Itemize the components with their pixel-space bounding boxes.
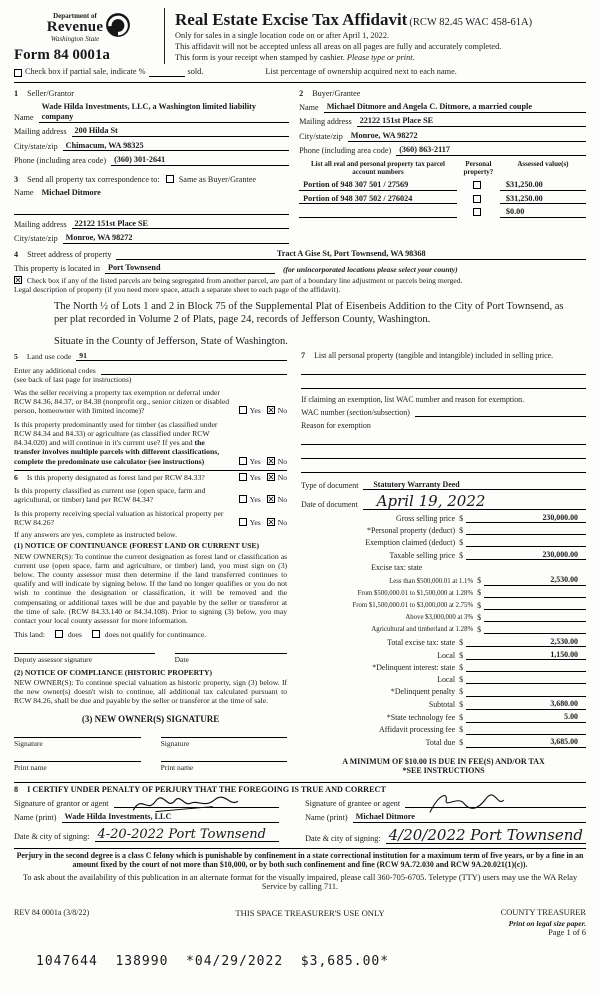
- title-block: [164, 8, 586, 64]
- unincorporated-note: (for unincorporated locations please select your county): [282, 264, 458, 274]
- page-number: Page 1 of 6: [548, 927, 586, 937]
- county-treasurer-block: [436, 908, 586, 937]
- grantor-name-row: Name (print) Wade Hilda Investments, LLC: [14, 812, 279, 823]
- partial-sale-label: Check box if partial sale, indicate %: [25, 66, 146, 76]
- form-title-rcw: (RCW 82.45 WAC 458-61A): [409, 17, 533, 28]
- form-number: Form 84 0001a: [14, 46, 110, 63]
- agency-name: Revenue: [46, 19, 104, 36]
- parcel-row: [299, 194, 586, 205]
- parcel-number-field[interactable]: Portion of 948 307 501 / 27569: [299, 180, 457, 191]
- notice1-title: (1) NOTICE OF CONTINUANCE (FOREST LAND OR CURRENT USE): [14, 541, 260, 551]
- deputy-assessor-row: [14, 653, 287, 664]
- section2-heading: 2 Buyer/Grantee: [299, 88, 361, 98]
- correspondence-mailing-row: Mailing address 22122 151st Place SE: [14, 219, 289, 230]
- seller-csz-field[interactable]: Chimacum, WA 98325: [63, 141, 289, 152]
- agency-dept-label: Department of: [53, 12, 97, 20]
- historical-yes-checkbox[interactable]: [239, 518, 247, 526]
- grantor-name-field[interactable]: Wade Hilda Investments, LLC: [62, 812, 280, 823]
- tax-rate-row: Above $3,000,000 at 3% $: [301, 613, 586, 622]
- forest-yes-checkbox[interactable]: [239, 473, 247, 481]
- buyer-column: [297, 85, 586, 244]
- correspondence-name-field[interactable]: Michael Ditmore: [41, 188, 101, 198]
- reason-blank-line[interactable]: [301, 448, 586, 459]
- buyer-mailing-row: Mailing address 22122 151st Place SE: [299, 116, 586, 127]
- state-technology-fee-field[interactable]: 5.00: [466, 712, 586, 722]
- forest-yesno: Yes No: [237, 473, 288, 482]
- grantee-signing-block: [305, 795, 586, 844]
- legal-description-text: The North ½ of Lots 1 and 2 in Block 75 of the Supplemental Plat of Eisenbeis Addition to the City of Port Townsend, as per plat recorded in Volume 2 of Plats, page 24, records of Jefferson County, Washington.: [54, 301, 564, 325]
- taxable-selling-price-field[interactable]: 230,000.00: [466, 550, 586, 560]
- rev-number: REV 84 0001a (3/8/22): [14, 908, 90, 918]
- parcel-number-header: List all real and personal property tax parcel account numbers: [311, 159, 445, 177]
- reason-exemption-label: Reason for exemption: [301, 421, 371, 431]
- ownership-note: List percentage of ownership acquired next to each name.: [265, 66, 457, 76]
- seller-column: [14, 85, 297, 244]
- located-in-field[interactable]: Port Townsend: [105, 263, 275, 274]
- parcel-number-field[interactable]: Portion of 948 307 502 / 276024: [299, 194, 457, 205]
- personal-property-deduct-field[interactable]: [466, 526, 586, 535]
- buyer-phone-field[interactable]: (360) 863-2117: [396, 145, 586, 156]
- seller-csz-row: City/state/zip Chimacum, WA 98325: [14, 141, 289, 152]
- grantee-signature-field[interactable]: [405, 798, 586, 808]
- grantor-date-city-row: Date & city of signing: 4-20-2022 Port Townsend: [14, 829, 279, 842]
- new-owner-signature-heading: (3) NEW OWNER(S) SIGNATURE: [81, 713, 220, 724]
- delinquent-interest-state-field[interactable]: [466, 663, 586, 672]
- correspondence-mailing-field[interactable]: 22122 151st Place SE: [72, 219, 290, 230]
- parcel-personal-checkbox[interactable]: [473, 195, 481, 203]
- current-use-yes-checkbox[interactable]: [239, 495, 247, 503]
- partial-sale-row: [14, 67, 586, 77]
- tax-total-row: *State technology fee $ 5.00: [301, 712, 586, 722]
- partial-sale-checkbox[interactable]: [14, 69, 22, 77]
- personal-property-blank-line[interactable]: [301, 378, 586, 389]
- tax-total-row: Total excise tax: state $ 2,530.00: [301, 637, 586, 647]
- grantor-signature-ink: [120, 793, 250, 815]
- date-of-document-row: Date of document April 19, 2022: [301, 495, 586, 510]
- new-owner-signature-line[interactable]: Signature: [14, 737, 141, 748]
- seller-name-row: Name Wade Hilda Investments, LLC, a Washington limited liability company: [14, 102, 289, 123]
- tax-row: Gross selling price $ 230,000.00: [301, 513, 586, 523]
- rate-1-28-field[interactable]: [484, 589, 586, 598]
- does-checkbox[interactable]: [55, 630, 63, 638]
- revenue-swirl-logo-icon: [105, 12, 131, 41]
- type-of-document-field[interactable]: Statutory Warranty Deed: [363, 480, 586, 490]
- historical-yesno: Yes No: [237, 518, 288, 527]
- alternate-format-note: To ask about the availability of this publication in an alternate format for the visually impaired, please call 360-705-6705. Teletype (TTY) users may use the WA Relay Service by calling 711.: [22, 872, 578, 892]
- new-owner-printname-line[interactable]: Print name: [161, 761, 288, 772]
- agency-logo-block: [14, 8, 164, 64]
- type-of-document-row: Type of document Statutory Warranty Deed: [301, 480, 586, 490]
- current-use-no-checkbox[interactable]: [267, 495, 275, 503]
- gross-selling-price-field[interactable]: 230,000.00: [466, 513, 586, 523]
- assessed-value-header: Assessed value(s): [517, 159, 569, 168]
- current-use-yesno: Yes No: [237, 495, 288, 504]
- certify-heading: 8 I CERTIFY UNDER PENALTY OF PERJURY THAT THE FOREGOING IS TRUE AND CORRECT: [14, 785, 386, 795]
- parcel-table-header: [299, 160, 586, 177]
- handwritten-grantee-date-city: 4/20/2022 Port Townsend: [388, 825, 583, 844]
- section8-certification: [14, 782, 586, 844]
- timber-yes-checkbox[interactable]: [239, 457, 247, 465]
- deputy-assessor-signature-line[interactable]: Deputy assessor signature: [14, 653, 155, 664]
- reason-blank-line[interactable]: [301, 434, 586, 445]
- grantor-signature-field[interactable]: [114, 798, 280, 808]
- deputy-assessor-date-line[interactable]: Date: [175, 653, 288, 664]
- notice1-body: NEW OWNER(S): To continue the current designation as forest land or classification as current use (open space, farm and agriculture, or timber) land, you must sign on (3) below. The county assessor must then determine if the land transferred continues to qualify and will indicate by signing below. If the land no longer qualifies or you do not wish to continue the designation or classification, it will be removed and the compensating or additional taxes will be due and payable by the seller or transferor at the time of sale. (RCW 84.33.140 or 84.34.108). Prior to signing (3) below, you may contact your local county assessor for more information.: [14, 551, 288, 626]
- handwritten-grantor-date-city: 4-20-2022 Port Townsend: [97, 826, 266, 842]
- minimum-fee-note: A MINIMUM OF $10.00 IS DUE IN FEE(S) AND/OR TAX *SEE INSTRUCTIONS: [342, 756, 545, 776]
- parcel-table: [299, 160, 586, 218]
- delinquent-interest-local-field[interactable]: [466, 675, 586, 684]
- correspondence-blank-line[interactable]: [14, 204, 289, 215]
- legal-description-label: Legal description of property (if you need more space, attach a separate sheet to each page of the affidavit).: [14, 285, 341, 295]
- located-in-row: This property is located in Port Townsend (for unincorporated locations please select your county): [14, 263, 458, 274]
- new-owner-printname-line[interactable]: Print name: [14, 761, 141, 772]
- grantee-date-city-field[interactable]: [386, 825, 586, 844]
- exemption-claimed-field[interactable]: [466, 538, 586, 547]
- affidavit-processing-fee-field[interactable]: [466, 726, 586, 735]
- exemption-yes-checkbox[interactable]: [239, 406, 247, 414]
- street-address-field[interactable]: Tract A Gise St, Port Townsend, WA 98368: [116, 249, 586, 260]
- grantee-name-row: Name (print) Michael Ditmore: [305, 812, 586, 823]
- parcel-row: [299, 207, 586, 218]
- notice2-title: (2) NOTICE OF COMPLIANCE (HISTORIC PROPERTY): [14, 667, 213, 677]
- timber-question: Is this property predominantly used for timber (as classified under RCW 84.34 and 84.33) or agriculture (as classified under RCW 84.34.020) and will continue in it's current use? If yes and the transfer involves multiple parcels with different classifications, complete the predominate use calculator (see instructions) Yes No: [14, 419, 288, 466]
- section7-heading: 7 List all personal property (tangible and intangible) included in selling price.: [301, 351, 554, 361]
- grantee-name-field[interactable]: Michael Ditmore: [353, 812, 586, 823]
- grantee-date-city-row: Date & city of signing: 4/20/2022 Port Townsend: [305, 829, 586, 844]
- parcel-personal-checkbox[interactable]: [473, 208, 481, 216]
- exemption-yesno: Yes No: [237, 406, 288, 415]
- header-note-1: Only for sales in a single location code on or after April 1, 2022.: [175, 31, 390, 41]
- notice2-body: NEW OWNER(S): To continue special valuation as historic property, sign (3) below. If the new owner(s) doesn't wish to continue, all additional tax calculated pursuant to RCW 84.26, shall be due and payable by the seller or transferor at the time of sale.: [14, 677, 288, 706]
- new-owner-signature-line[interactable]: Signature: [161, 737, 288, 748]
- county-treasurer-label: COUNTY TREASURER: [500, 908, 586, 918]
- grantee-signature-ink: [411, 793, 521, 815]
- land-use-extra-line[interactable]: [136, 351, 287, 361]
- buyer-mailing-field[interactable]: 22122 151st Place SE: [357, 116, 586, 127]
- buyer-name-field[interactable]: Michael Ditmore and Angela C. Ditmore, a married couple: [324, 102, 586, 113]
- tax-total-row: Local $: [301, 675, 586, 684]
- seller-phone-field[interactable]: (360) 301-2641: [111, 155, 289, 166]
- parcel-row: [299, 180, 586, 191]
- tax-total-row: Total due $ 3,685.00: [301, 737, 586, 747]
- historical-question: Is this property receiving special valuation as historical property per RCW 84.26? Yes No: [14, 508, 288, 527]
- date-of-document-field[interactable]: [363, 492, 586, 511]
- additional-codes-field[interactable]: [101, 365, 287, 375]
- section1-heading: 1 Seller/Grantor: [14, 88, 74, 98]
- tax-row: Exemption claimed (deduct) $: [301, 538, 586, 547]
- delinquent-penalty-field[interactable]: [466, 688, 586, 697]
- seller-phone-row: Phone (including area code) (360) 301-2641: [14, 155, 289, 166]
- header-note-3: This form is your receipt when stamped by cashier. Please type or print.: [175, 53, 415, 63]
- does-not-checkbox[interactable]: [92, 630, 100, 638]
- if-yes-note: If any answers are yes, complete as instructed below.: [14, 530, 178, 540]
- exemption-question: Was the seller receiving a property tax exemption or deferral under RCW 84.36, 84.37, or 84.38 (nonprofit org., senior citizen or disabled person, homeowner with limited income)? Yes No: [14, 387, 288, 416]
- tax-total-row: Local $ 1,150.00: [301, 650, 586, 660]
- section3-heading: 3 Send all property tax correspondence to: Same as Buyer/Grantee: [14, 174, 257, 184]
- tax-total-row: Affidavit processing fee $: [301, 725, 586, 734]
- correspondence-csz-row: City/state/zip Monroe, WA 98272: [14, 233, 289, 244]
- situate-text: Situate in the County of Jefferson, State of Washington.: [54, 336, 288, 348]
- grantee-signature-row: Signature of grantee or agent: [305, 798, 586, 808]
- right-lower-column: [297, 351, 586, 776]
- cashier-stamp: 1047644 138990 *04/29/2022 $3,685.00*: [36, 953, 390, 969]
- excise-tax-state-heading: Excise tax: state: [371, 563, 423, 573]
- total-due-field[interactable]: 3,685.00: [466, 737, 586, 747]
- partial-sale-sold-label: sold.: [187, 66, 204, 76]
- tax-total-row: *Delinquent interest: state $: [301, 663, 586, 672]
- header-divider: [14, 82, 586, 83]
- header: [14, 8, 586, 64]
- seller-mailing-row: Mailing address 200 Hilda St: [14, 126, 289, 137]
- land-use-row: 5 Land use code 91: [14, 351, 287, 361]
- correspondence-name-row: Name Michael Ditmore: [14, 188, 289, 198]
- wac-number-field[interactable]: [415, 407, 586, 417]
- wac-number-row: WAC number (section/subsection): [301, 407, 586, 417]
- parcel-personal-checkbox[interactable]: [473, 181, 481, 189]
- historical-no-checkbox[interactable]: [267, 518, 275, 526]
- new-owner-signature-row: [14, 737, 287, 748]
- grantor-date-city-field[interactable]: [95, 826, 280, 842]
- rate-3-field[interactable]: [484, 613, 586, 622]
- buyer-name-row: Name Michael Ditmore and Angela C. Ditmore, a married couple: [299, 102, 586, 113]
- personal-property-header: Personal property?: [463, 159, 494, 177]
- rate-1-1-field[interactable]: 2,530.00: [484, 575, 586, 585]
- current-use-question: Is this property classified as current use (open space, farm and agricultural, or timber) land per RCW 84.34? Yes No: [14, 486, 288, 505]
- rate-agricultural-field[interactable]: [484, 625, 586, 634]
- forest-question: 6 Is this property designated as forest land per RCW 84.33? Yes No: [14, 470, 287, 482]
- personal-property-blank-line[interactable]: [301, 364, 586, 375]
- perjury-statement: Perjury in the second degree is a class C felony which is punishable by confinement in a state correctional institution for a maximum term of five years, or by a fine in an amount fixed by the court of not more than $10,000, or by both such confinement and fine (RCW 9A.72.030 and RCW 9A.20.021(1)(c)).: [14, 848, 586, 870]
- buyer-csz-row: City/state/zip Monroe, WA 98272: [299, 131, 586, 142]
- this-land-row: This land: does does not qualify for continuance.: [14, 630, 207, 640]
- legal-size-note: Print on legal size paper.: [508, 918, 586, 928]
- see-back-note: (see back of last page for instructions): [14, 374, 132, 384]
- tax-total-row: *Delinquent penalty $: [301, 687, 586, 696]
- parcel-number-field[interactable]: [299, 208, 457, 218]
- tax-rate-row: From $1,500,000.01 to $3,000,000 at 2.75% $: [301, 601, 586, 610]
- additional-codes-row: Enter any additional codes: [14, 365, 287, 375]
- header-note-2: This affidavit will not be accepted unless all areas on all pages are fully and accurately completed.: [175, 42, 502, 52]
- left-lower-column: [14, 351, 297, 776]
- grantor-signature-row: Signature of grantor or agent: [14, 798, 279, 808]
- form-title: Real Estate Excise Tax Affidavit: [175, 10, 408, 29]
- tax-rate-row: From $500,000.01 to $1,500,000 at 1.28% $: [301, 588, 586, 597]
- section4-property: [14, 249, 586, 349]
- local-tax-field[interactable]: 1,150.00: [466, 650, 586, 660]
- same-as-buyer-checkbox[interactable]: [166, 175, 174, 183]
- new-owner-printname-row: [14, 761, 287, 772]
- tax-row: *Personal property (deduct) $: [301, 526, 586, 535]
- partial-sale-percent-field[interactable]: [149, 68, 185, 77]
- exemption-no-checkbox[interactable]: [267, 406, 275, 414]
- handwritten-document-date: April 19, 2022: [376, 492, 486, 511]
- wac-intro: If claiming an exemption, list WAC number and reason for exemption.: [301, 394, 525, 404]
- subtotal-field[interactable]: 3,680.00: [466, 699, 586, 709]
- grantor-signing-block: [14, 795, 279, 844]
- reason-blank-line[interactable]: [301, 462, 586, 473]
- rate-2-75-field[interactable]: [484, 601, 586, 610]
- seller-mailing-field[interactable]: 200 Hilda St: [72, 126, 290, 137]
- buyer-phone-row: Phone (including area code) (360) 863-2117: [299, 145, 586, 156]
- correspondence-csz-field[interactable]: Monroe, WA 98272: [63, 233, 289, 244]
- seller-name-field[interactable]: Wade Hilda Investments, LLC, a Washington limited liability company: [39, 102, 290, 123]
- timber-yesno: Yes No: [237, 457, 288, 466]
- land-use-field[interactable]: 91: [76, 351, 136, 361]
- segregated-row: Check box if any of the listed parcels are being segregated from another parcel, are part of a boundary line adjustment or parcels being merged.: [14, 276, 586, 285]
- parcel-assessed-field[interactable]: $31,250.00: [500, 194, 586, 205]
- parcel-assessed-field[interactable]: $0.00: [500, 207, 586, 218]
- tax-row: Taxable selling price $ 230,000.00: [301, 550, 586, 560]
- segregated-checkbox[interactable]: [14, 276, 22, 284]
- street-address-row: 4 Street address of property Tract A Gise St, Port Townsend, WA 98368: [14, 249, 586, 260]
- parcel-assessed-field[interactable]: $31,250.00: [500, 180, 586, 191]
- tax-rate-row: Less than $500,000.01 at 1.1% $ 2,530.00: [301, 575, 586, 585]
- tax-total-row: Subtotal $ 3,680.00: [301, 699, 586, 709]
- forest-no-checkbox[interactable]: [267, 473, 275, 481]
- agency-state-label: Washington State: [50, 35, 100, 44]
- treasurer-use-label: THIS SPACE TREASURER'S USE ONLY: [235, 908, 385, 919]
- total-excise-state-field[interactable]: 2,530.00: [466, 637, 586, 647]
- footer-row: [14, 908, 586, 937]
- timber-no-checkbox[interactable]: [267, 457, 275, 465]
- tax-rate-row: Agricultural and timberland at 1.28% $: [301, 625, 586, 634]
- buyer-csz-field[interactable]: Monroe, WA 98272: [348, 131, 586, 142]
